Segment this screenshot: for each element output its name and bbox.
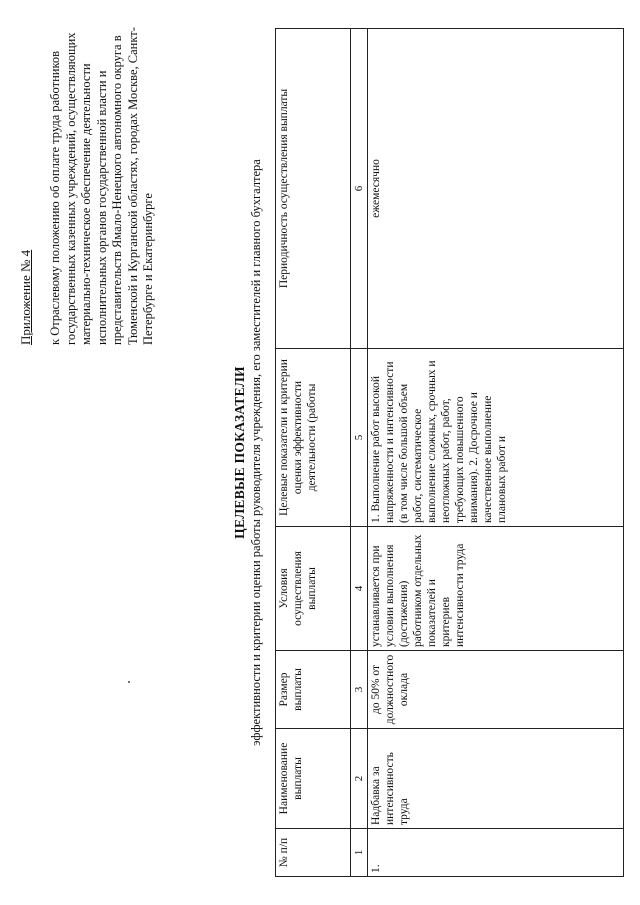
cell-payment-size: до 50% от должностного оклада (368, 651, 624, 729)
column-number: 2 (351, 729, 368, 829)
column-number: 4 (351, 527, 368, 651)
column-number: 5 (351, 349, 368, 527)
appendix-text: к Отраслевому положению об оплате труда работников государственных казенных учреждений, осуществляющих материально-техническое обеспечение деятельности исполнительных органов государственной власти и представительств Ямало-Ненецкого автономного округа в Тюменской и Курганской областях, городах Москве, Санкт-Петербурге и Екатеринбурге (48, 27, 155, 345)
scan-speck (128, 681, 130, 683)
cell-num: 1. (368, 829, 624, 877)
cell-conditions: устанавливается при условии выполнения (достижения) работником отдельных показателей и критериев интенсивности труда (368, 527, 624, 651)
column-number: 1 (351, 829, 368, 877)
appendix-title: Приложение № 4 (18, 249, 33, 345)
indicators-table (275, 28, 624, 877)
header-conditions: Условия осуществления выплаты (276, 527, 351, 651)
column-number: 3 (351, 651, 368, 729)
header-criteria: Целевые показатели и критерии оценки эффективности деятельности (работы (276, 349, 351, 527)
column-number-row (351, 29, 368, 877)
column-number: 6 (351, 29, 368, 349)
header-payment-size: Размер выплаты (276, 651, 351, 729)
cell-criteria: 1. Выполнение работ высокой напряженности и интенсивности (в том числе большой объем работ, систематическое выполнение сложных, срочных и неотложных работ, работ, требующих повышенного внимания). 2. Досрочное и качественное выполнение плановых работ и (368, 349, 624, 527)
cell-periodicity: ежемесячно (368, 29, 624, 349)
document-subtitle: эффективности и критерии оценки работы руководителя учреждения, его заместителей и главного бухгалтера (249, 159, 263, 746)
header-periodicity: Периодичность осуществления выплаты (276, 29, 351, 349)
cell-payment-name: Надбавка за интенсивность труда (368, 729, 624, 829)
header-num: № п/п (276, 829, 351, 877)
document-title: ЦЕЛЕВЫЕ ПОКАЗАТЕЛИ (232, 366, 247, 539)
table-row (368, 29, 624, 877)
header-payment-name: Наименование выплаты (276, 729, 351, 829)
header-row (276, 29, 351, 877)
